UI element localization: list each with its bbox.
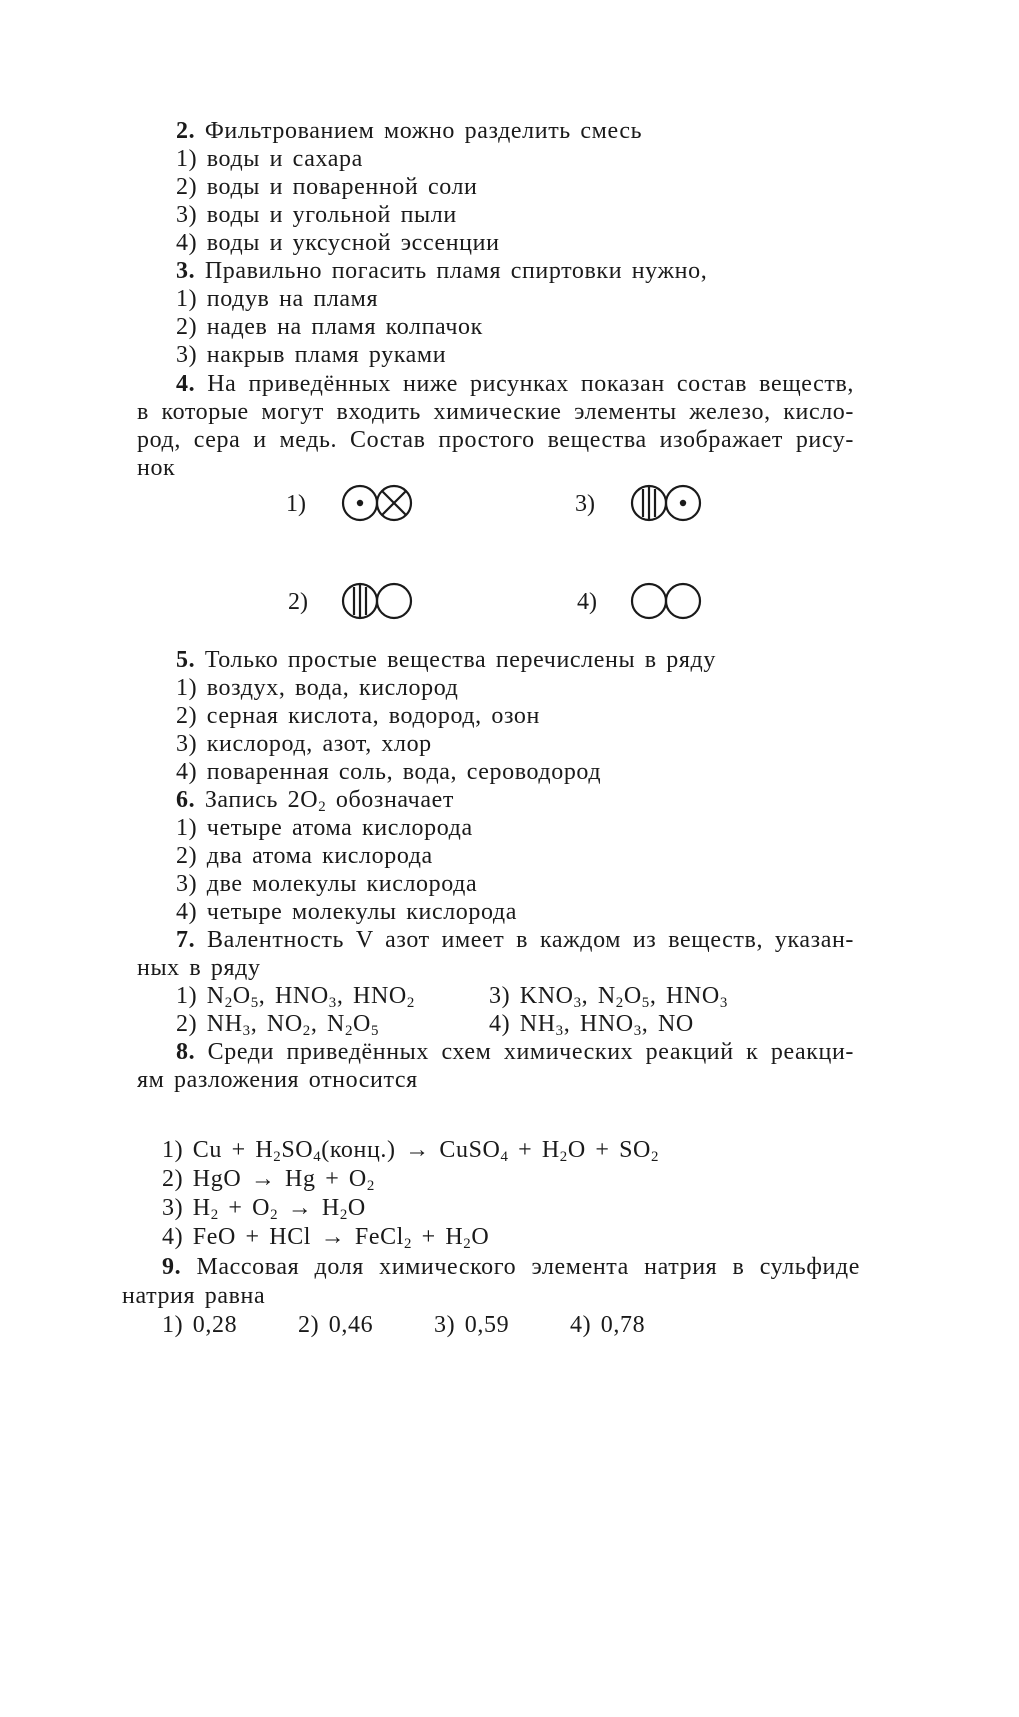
answer-option-formula: 3) $KNO_3$, $N_2O_5$, $HNO_3$: [489, 983, 728, 1012]
question-7: [176, 925, 854, 955]
question-number: 8.: [176, 1039, 196, 1065]
answer-option: 4) воды и уксусной эссенции: [176, 230, 500, 256]
question-text-line: ных в ряду: [137, 955, 261, 981]
question-number: 5.: [176, 647, 196, 673]
question-9: [162, 1252, 860, 1282]
question-number: 6.: [176, 787, 196, 813]
answer-option: 1) воды и сахара: [176, 146, 363, 172]
question-8: [176, 1037, 854, 1067]
diagram-label: 1): [286, 491, 306, 517]
molecule-diagram-4: [629, 580, 705, 622]
question-text: Только простые вещества перечислены в ряду: [204, 647, 716, 673]
answer-option: 2) 0,46: [298, 1312, 374, 1338]
question-text: Правильно погасить пламя спиртовки нужно,: [204, 258, 708, 284]
answer-option: 2) серная кислота, водород, озон: [176, 703, 540, 729]
question-text: Валентность V азот имеет в каждом из веществ, указан-: [207, 927, 854, 953]
answer-option: 1) подув на пламя: [176, 286, 379, 312]
reaction-option: 1) $Cu + H_2SO_4(конц.)$ → CuSO$_4$ + $H_2O + SO_2$: [162, 1137, 660, 1166]
molecule-diagram-2: [340, 580, 416, 622]
question-text-line: в которые могут входить химические элементы железо, кисло-: [137, 399, 854, 425]
reaction-option: 2) HgO → $Hg + O_2$: [162, 1166, 375, 1195]
reaction-option: 4) FeO + HCl → FeCl$_2$ + $H_2O$: [162, 1224, 490, 1253]
question-2: [176, 116, 642, 146]
question-6: [176, 785, 454, 815]
question-3: [176, 256, 707, 286]
answer-option: 3) воды и угольной пыли: [176, 202, 457, 228]
answer-option: 3) кислород, азот, хлор: [176, 731, 432, 757]
reaction-option: 3) $H_2 + O_2 \to H_2O$: [162, 1195, 366, 1224]
diagram-label: 3): [575, 491, 595, 517]
answer-option: 3) накрыв пламя руками: [176, 342, 447, 368]
question-4: [176, 369, 854, 399]
answer-option: 1) четыре атома кислорода: [176, 815, 473, 841]
answer-option: 1) воздух, вода, кислород: [176, 675, 459, 701]
answer-option: 3) две молекулы кислорода: [176, 871, 478, 897]
question-text-line: натрия равна: [122, 1283, 266, 1309]
question-number: 9.: [162, 1254, 182, 1280]
answer-option: 1) 0,28: [162, 1312, 238, 1338]
question-text: Фильтрованием можно разделить смесь: [204, 118, 643, 144]
answer-option: 4) четыре молекулы кислорода: [176, 899, 517, 925]
diagram-label: 2): [288, 589, 308, 615]
answer-option-formula: 2) $NH_3$, $NO_2$, $N_2O_5$: [176, 1011, 379, 1040]
question-text-line: род, сера и медь. Состав простого вещества изображает рису-: [137, 427, 854, 453]
question-text: Запись $2O_2$ обозначает: [204, 787, 454, 816]
question-number: 2.: [176, 118, 196, 144]
question-text-line: ям разложения относится: [137, 1067, 418, 1093]
molecule-diagram-3: [629, 482, 705, 524]
answer-option-formula: 1) $N_2O_5$, $HNO_3$, $HNO_2$: [176, 983, 415, 1012]
answer-option: 2) два атома кислорода: [176, 843, 433, 869]
answer-option: 4) поваренная соль, вода, сероводород: [176, 759, 602, 785]
molecule-diagram-1: [340, 482, 416, 524]
question-5: [176, 645, 716, 675]
question-number: 7.: [176, 927, 196, 953]
answer-option: 3) 0,59: [434, 1312, 510, 1338]
question-text-line: нок: [137, 455, 176, 481]
answer-option-formula: 4) $NH_3$, $HNO_3$, NO: [489, 1011, 694, 1040]
question-number: 3.: [176, 258, 196, 284]
question-text: Среди приведённых схем химических реакций к реакци-: [207, 1039, 854, 1065]
diagram-label: 4): [577, 589, 597, 615]
question-text: На приведённых ниже рисунках показан состав веществ,: [207, 371, 854, 397]
question-number: 4.: [176, 371, 196, 397]
answer-option: 2) надев на пламя колпачок: [176, 314, 483, 340]
question-text: Массовая доля химического элемента натрия в сульфиде: [196, 1254, 860, 1280]
answer-option: 4) 0,78: [570, 1312, 646, 1338]
answer-option: 2) воды и поваренной соли: [176, 174, 478, 200]
